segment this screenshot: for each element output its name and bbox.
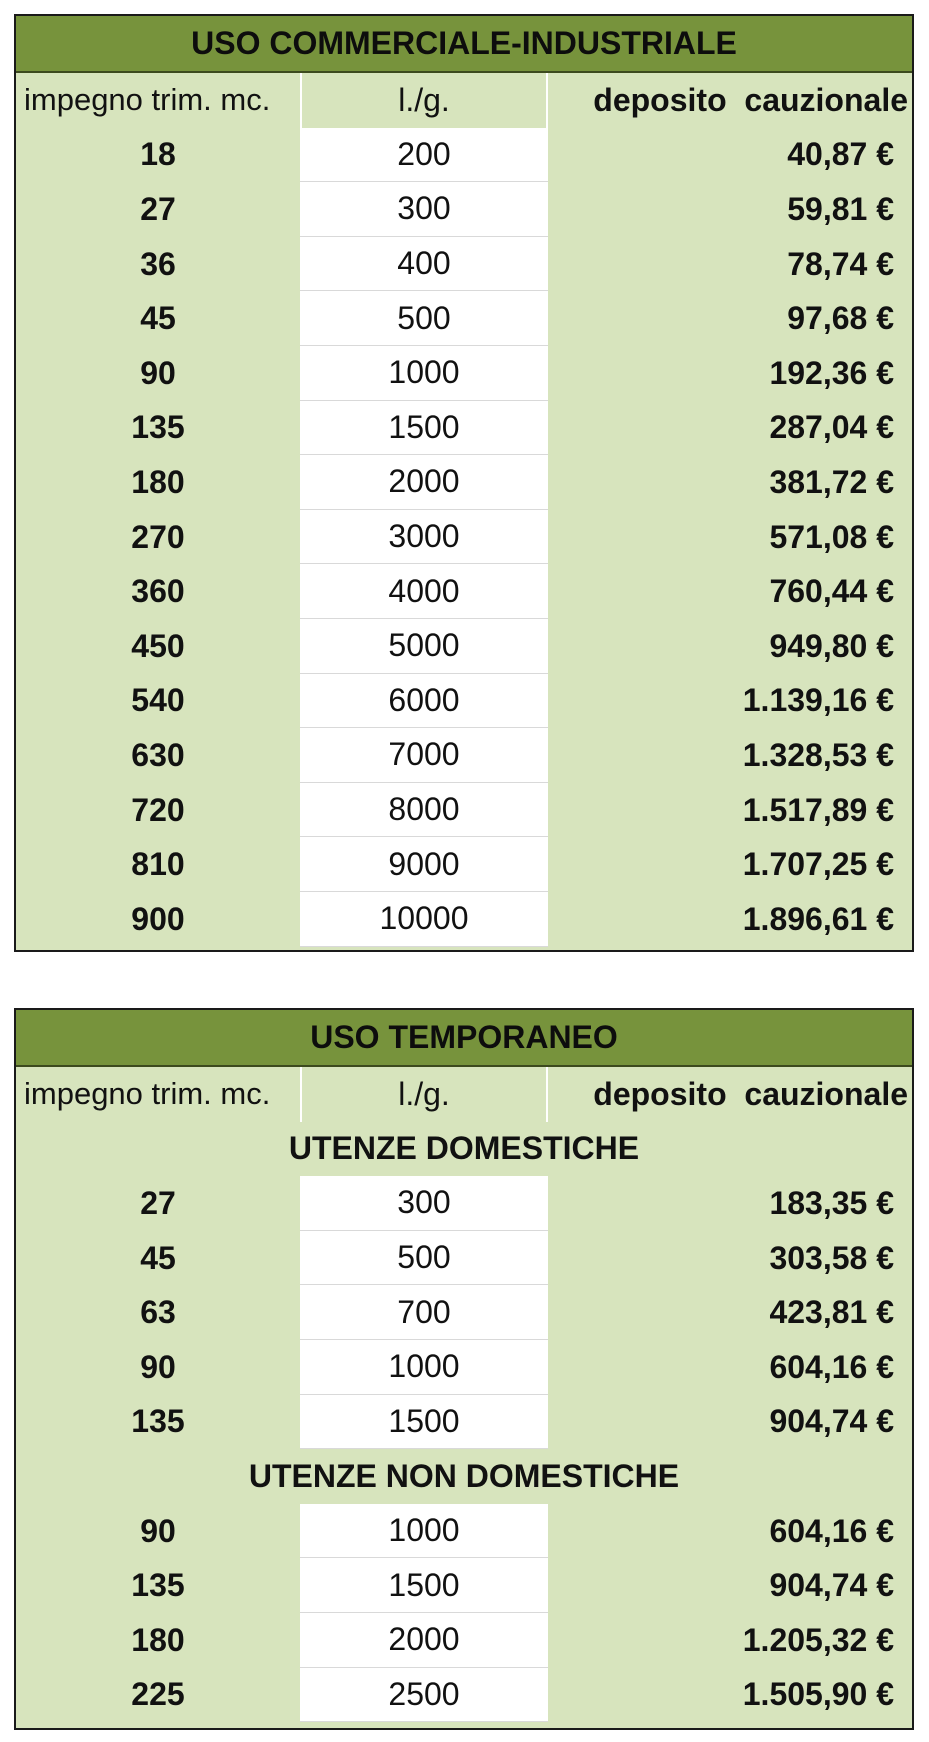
- impegno-cell: 135: [131, 1567, 185, 1604]
- table-row: [16, 1395, 912, 1450]
- table-row: [16, 1613, 912, 1668]
- litri-cell: 3000: [300, 510, 548, 565]
- impegno-cell: 27: [140, 190, 176, 227]
- table-body: [16, 128, 912, 947]
- deposito-cell: 604,16 €: [769, 1348, 894, 1385]
- impegno-cell: 360: [131, 573, 185, 610]
- litri-cell: 1500: [300, 401, 548, 456]
- table-body-non-domestiche: [16, 1504, 912, 1722]
- litri-cell: 1000: [300, 1340, 548, 1395]
- impegno-cell: 63: [140, 1294, 176, 1331]
- table-row: [16, 1285, 912, 1340]
- table-row: [16, 346, 912, 401]
- table-row: [16, 1340, 912, 1395]
- deposito-cell: 1.707,25 €: [742, 846, 894, 883]
- impegno-cell: 45: [140, 1239, 176, 1276]
- header-deposito: deposito cauzionale: [593, 81, 908, 118]
- deposito-cell: 1.505,90 €: [742, 1676, 894, 1713]
- table-body-domestiche: [16, 1176, 912, 1449]
- section-domestiche: UTENZE DOMESTICHE: [288, 1130, 640, 1167]
- header-row: [16, 1067, 912, 1122]
- table-row: [16, 892, 912, 947]
- litri-cell: 9000: [300, 837, 548, 892]
- table-row: [16, 128, 912, 183]
- table-row: [16, 564, 912, 619]
- table-row: [16, 1668, 912, 1723]
- impegno-cell: 270: [131, 518, 185, 555]
- impegno-cell: 27: [140, 1184, 176, 1221]
- impegno-cell: 540: [131, 682, 185, 719]
- table-row: [16, 837, 912, 892]
- litri-cell: 700: [300, 1285, 548, 1340]
- impegno-cell: 90: [140, 1512, 176, 1549]
- deposito-cell: 40,87 €: [787, 136, 894, 173]
- header-impegno: impegno trim. mc.: [24, 1076, 271, 1112]
- deposito-cell: 1.139,16 €: [742, 682, 894, 719]
- litri-cell: 4000: [300, 564, 548, 619]
- litri-cell: 10000: [300, 892, 548, 947]
- deposito-cell: 303,58 €: [769, 1239, 894, 1276]
- table-row: [16, 728, 912, 783]
- table-row: [16, 401, 912, 456]
- deposito-cell: 183,35 €: [769, 1184, 894, 1221]
- table-row: [16, 1176, 912, 1231]
- litri-cell: 300: [300, 182, 548, 237]
- impegno-cell: 180: [131, 1621, 185, 1658]
- table-row: [16, 1504, 912, 1559]
- deposito-cell: 287,04 €: [769, 409, 894, 446]
- deposito-cell: 78,74 €: [787, 245, 894, 282]
- impegno-cell: 630: [131, 736, 185, 773]
- impegno-cell: 720: [131, 791, 185, 828]
- header-litri: l./g.: [300, 73, 548, 128]
- litri-cell: 300: [300, 1176, 548, 1231]
- litri-cell: 500: [300, 1231, 548, 1286]
- litri-cell: 2500: [300, 1668, 548, 1723]
- litri-cell: 2000: [300, 1613, 548, 1668]
- impegno-cell: 450: [131, 627, 185, 664]
- deposito-cell: 381,72 €: [769, 463, 894, 500]
- header-litri: l./g.: [300, 1067, 548, 1122]
- impegno-cell: 810: [131, 846, 185, 883]
- impegno-cell: 900: [131, 900, 185, 937]
- litri-cell: 1000: [300, 1504, 548, 1559]
- table-row: [16, 1558, 912, 1613]
- litri-cell: 1500: [300, 1395, 548, 1450]
- impegno-cell: 36: [140, 245, 176, 282]
- table-row: [16, 182, 912, 237]
- deposito-cell: 1.517,89 €: [742, 791, 894, 828]
- deposito-cell: 1.328,53 €: [742, 736, 894, 773]
- impegno-cell: 90: [140, 354, 176, 391]
- header-row: [16, 73, 912, 128]
- table-row: [16, 237, 912, 292]
- deposito-cell: 423,81 €: [769, 1294, 894, 1331]
- table-row: [16, 619, 912, 674]
- deposito-cell: 760,44 €: [769, 573, 894, 610]
- table-row: [16, 1231, 912, 1286]
- impegno-cell: 225: [131, 1676, 185, 1713]
- deposito-cell: 604,16 €: [769, 1512, 894, 1549]
- litri-cell: 8000: [300, 783, 548, 838]
- table-row: [16, 291, 912, 346]
- header-impegno: impegno trim. mc.: [24, 82, 271, 118]
- table-row: [16, 455, 912, 510]
- table-title: USO COMMERCIALE-INDUSTRIALE: [16, 16, 912, 73]
- deposito-cell: 1.896,61 €: [742, 900, 894, 937]
- deposito-cell: 904,74 €: [769, 1567, 894, 1604]
- deposito-cell: 571,08 €: [769, 518, 894, 555]
- litri-cell: 7000: [300, 728, 548, 783]
- impegno-cell: 135: [131, 1403, 185, 1440]
- table-row: [16, 510, 912, 565]
- table-title: USO TEMPORANEO: [16, 1010, 912, 1067]
- litri-cell: 2000: [300, 455, 548, 510]
- deposito-cell: 59,81 €: [787, 190, 894, 227]
- commercial-industrial-table: [14, 14, 914, 952]
- section-non-domestiche: UTENZE NON DOMESTICHE: [248, 1457, 680, 1494]
- deposito-cell: 904,74 €: [769, 1403, 894, 1440]
- impegno-cell: 90: [140, 1348, 176, 1385]
- deposito-cell: 97,68 €: [787, 300, 894, 337]
- impegno-cell: 45: [140, 300, 176, 337]
- temporary-use-table: [14, 1008, 914, 1730]
- deposito-cell: 192,36 €: [769, 354, 894, 391]
- litri-cell: 6000: [300, 674, 548, 729]
- litri-cell: 200: [300, 128, 548, 183]
- deposito-cell: 949,80 €: [769, 627, 894, 664]
- impegno-cell: 18: [140, 136, 176, 173]
- litri-cell: 500: [300, 291, 548, 346]
- table-row: [16, 674, 912, 729]
- litri-cell: 5000: [300, 619, 548, 674]
- deposito-cell: 1.205,32 €: [742, 1621, 894, 1658]
- table-row: [16, 783, 912, 838]
- impegno-cell: 135: [131, 409, 185, 446]
- litri-cell: 1000: [300, 346, 548, 401]
- litri-cell: 400: [300, 237, 548, 292]
- impegno-cell: 180: [131, 463, 185, 500]
- header-deposito: deposito cauzionale: [593, 1075, 908, 1112]
- litri-cell: 1500: [300, 1558, 548, 1613]
